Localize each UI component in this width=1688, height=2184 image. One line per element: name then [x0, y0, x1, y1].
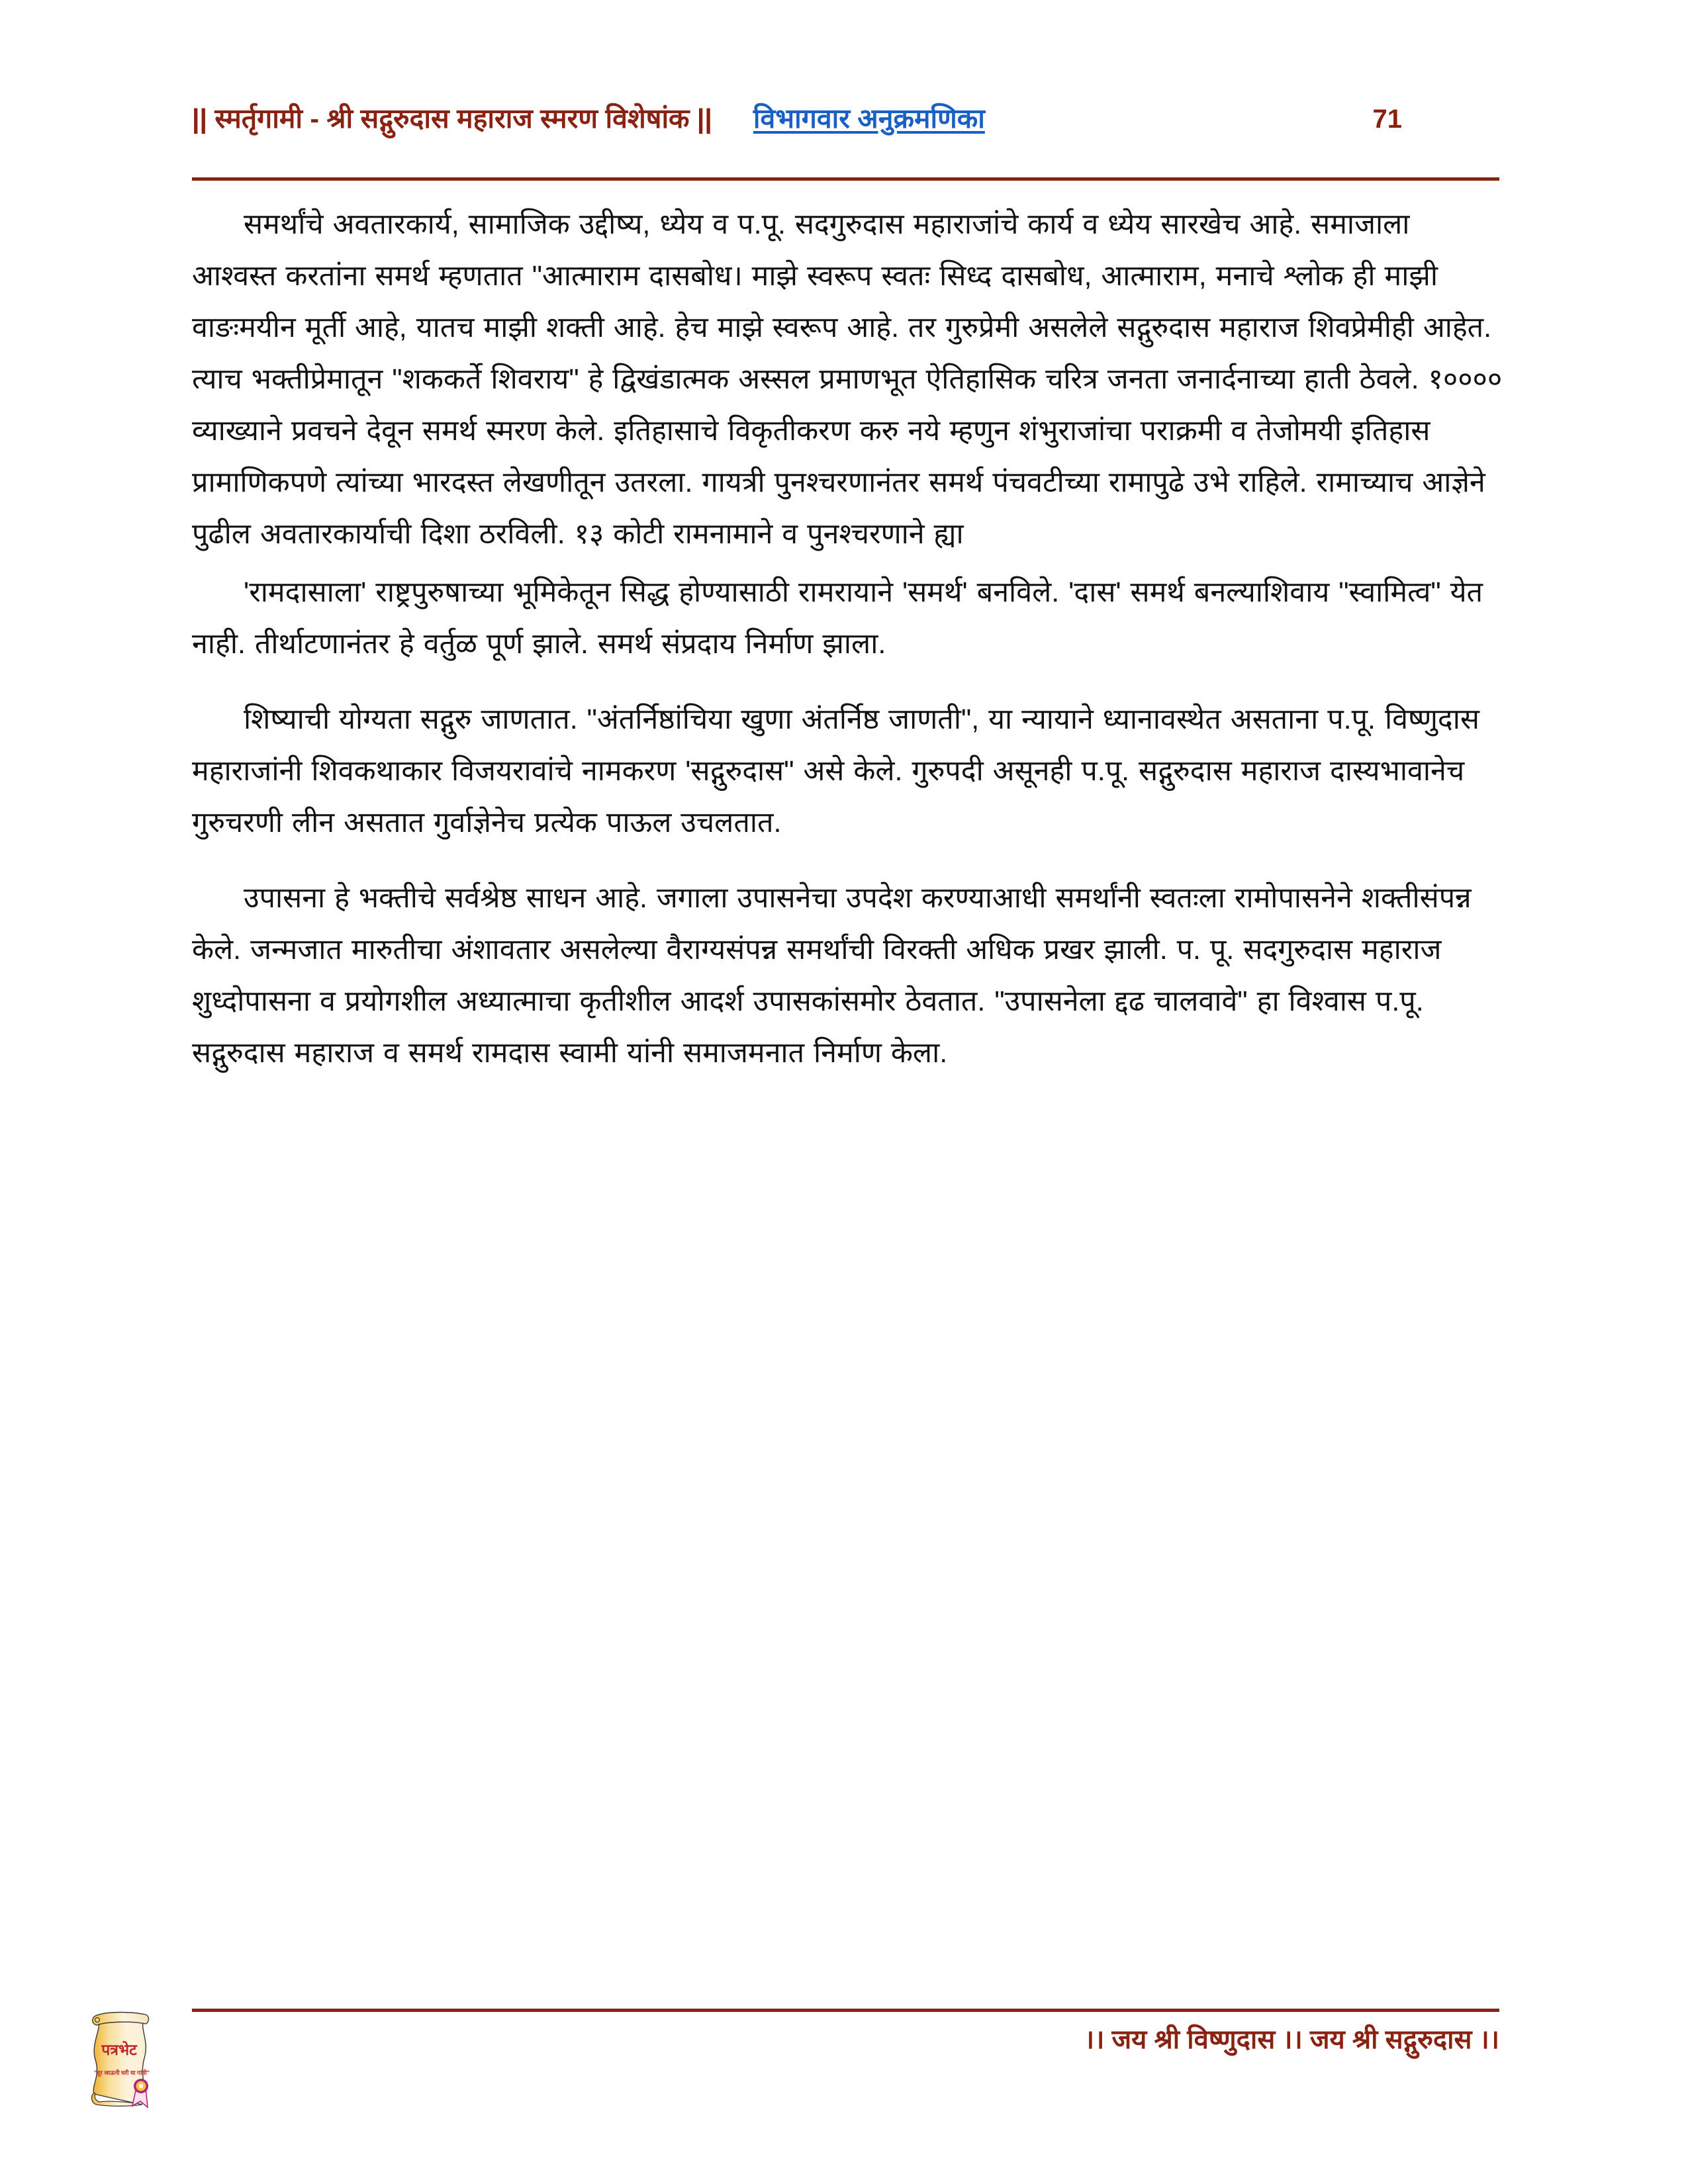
header-divider [192, 177, 1499, 181]
body-paragraph-2: 'रामदासाला' राष्ट्रपुरुषाच्या भूमिकेतून सिद्ध होण्यासाठी रामरायाने 'समर्थ' बनविले. 'दास' समर्थ बनल्याशिवाय "स्वामित्व" येत नाही. तीर्थाटणानंतर हे वर्तुळ पूर्ण झाले. समर्थ संप्रदाय निर्माण झाला. [192, 576, 1483, 660]
body-paragraph-3: शिष्याची योग्यता सद्गुरु जाणतात. "अंतर्निष्ठांचिया खुणा अंतर्निष्ठ जाणती", या न्यायाने ध्यानावस्थेत असताना प.पू. विष्णुदास महाराजांनी शिवकथाकार विजयरावांचे नामकरण 'सद्गुरुदास" असे केले. गुरुपदी असूनही प.पू. सद्गुरुदास महाराज दास्यभावानेच गुरुचरणी लीन असतात गुर्वाज्ञेनेच प्रत्येक पाऊल उचलतात. [192, 704, 1479, 839]
page-number: 71 [1372, 105, 1402, 134]
patrabhet-scroll-logo [85, 2005, 184, 2111]
footer-blessing: ।। जय श्री विष्णुदास ।। जय श्री सद्गुरुदास ।। [1084, 2025, 1499, 2054]
footer-divider [192, 2009, 1499, 2012]
body-paragraph-4: उपासना हे भक्तीचे सर्वश्रेष्ठ साधन आहे. जगाला उपासनेचा उपदेश करण्याआधी समर्थांनी स्वतःला रामोपासनेने शक्तीसंपन्न केले. जन्मजात मारुतीचा अंशावतार असलेल्या वैराग्यसंपन्न समर्थांची विरक्ती अधिक प्रखर झाली. प. पू. सदगुरुदास महाराज शुध्दोपासना व प्रयोगशील अध्यात्माचा कृतीशील आदर्श उपासकांसमोर ठेवतात. "उपासनेला द्दढ चालवावे" हा विश्वास प.पू. सद्गुरुदास महाराज व समर्थ रामदास स्वामी यांनी समाजमनात निर्माण केला. [192, 882, 1472, 1069]
header-title: || स्मर्तृगामी - श्री सद्गुरुदास महाराज स्मरण विशेषांक || [192, 103, 712, 134]
index-link[interactable]: विभागवार अनुक्रमणिका [753, 103, 985, 134]
body-paragraph-1: समर्थांचे अवतारकार्य, सामाजिक उद्दीष्य, ध्येय व प.पू. सदगुरुदास महाराजांचे कार्य व ध्येय सारखेच आहे. समाजाला आश्वस्त करतांना समर्थ म्हणतात "आत्माराम दासबोध। माझे स्वरूप स्वतः सिध्द दासबोध, आत्माराम, मनाचे श्लोक ही माझी वाङःमयीन मूर्ती आहे, यातच माझी शक्ती आहे. हेच माझे स्वरूप आहे. तर गुरुप्रेमी असलेले सद्गुरुदास महाराज शिवप्रेमीही आहेत. त्याच भक्तीप्रेमातून "शककर्ते शिवराय" हे द्विखंडात्मक अस्सल प्रमाणभूत ऐतिहासिक चरित्र जनता जनार्दनाच्या हाती ठेवले. १०००० व्याख्याने प्रवचने देवून समर्थ स्मरण केले. इतिहासाचे विकृतीकरण करु नये म्हणुन शंभुराजांचा पराक्रमी व तेजोमयी इतिहास प्रामाणिकपणे त्यांच्या भारदस्त लेखणीतून उतरला. गायत्री पुनश्चरणानंतर समर्थ पंचवटीच्या रामापुढे उभे राहिले. रामाच्याच आज्ञेने पुढील अवतारकार्याची दिशा ठरविली. १३ कोटी रामनामाने व पुनश्चरणाने ह्या [192, 208, 1503, 550]
page-header [192, 99, 1496, 142]
logo-title: पत्रभेट [101, 2041, 137, 2058]
scroll-icon [85, 2005, 184, 2111]
logo-tagline: "दूर जाऊनी घरी या गांवी" [93, 2070, 150, 2076]
page-body [192, 199, 1503, 1084]
